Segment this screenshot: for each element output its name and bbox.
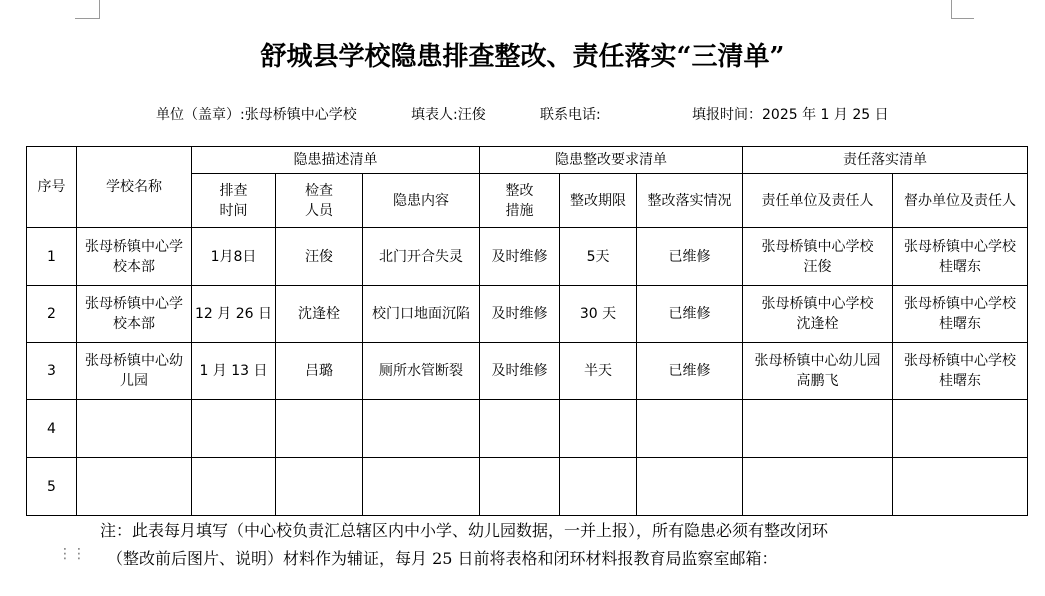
header-group-responsibility: 责任落实清单 [743, 147, 1028, 174]
inspector-cell[interactable]: 吕璐 [276, 343, 363, 400]
phone-label: 联系电话: [540, 107, 601, 123]
responsible-cell[interactable] [743, 458, 893, 516]
status-cell[interactable]: 已维修 [637, 286, 743, 343]
header-responsible: 责任单位及责任人 [743, 174, 893, 228]
school-cell[interactable]: 张母桥镇中心幼 儿园 [77, 343, 192, 400]
hazard-content-cell[interactable]: 北门开合失灵 [363, 228, 480, 286]
supervisor-cell[interactable]: 张母桥镇中心学校 桂曙东 [893, 343, 1028, 400]
table-row [27, 228, 1028, 286]
deadline-cell[interactable]: 半天 [560, 343, 637, 400]
supervisor-cell[interactable] [893, 458, 1028, 516]
table-row [27, 343, 1028, 400]
table-row [27, 400, 1028, 458]
supervisor-cell[interactable]: 张母桥镇中心学校 桂曙东 [893, 286, 1028, 343]
supervisor-cell[interactable] [893, 400, 1028, 458]
measure-cell[interactable]: 及时维修 [480, 228, 560, 286]
status-cell[interactable] [637, 400, 743, 458]
header-inspector: 检查 人员 [276, 174, 363, 228]
school-cell[interactable] [77, 400, 192, 458]
hazard-content-cell[interactable]: 厕所水管断裂 [363, 343, 480, 400]
table-row [27, 458, 1028, 516]
header-group-desc: 隐患描述清单 [192, 147, 480, 174]
status-cell[interactable]: 已维修 [637, 343, 743, 400]
note-line-2: （整改前后图片、说明）材料作为辅证，每月 25 日前将表格和闭环材料报教育局监察室邮箱： [107, 549, 778, 568]
page-corner-mark-left [75, 0, 100, 19]
responsible-cell[interactable]: 张母桥镇中心幼儿园 高鹏飞 [743, 343, 893, 400]
hazard-content-cell[interactable]: 校门口地面沉陷 [363, 286, 480, 343]
measure-cell[interactable]: 及时维修 [480, 343, 560, 400]
seq-cell[interactable]: 2 [27, 286, 77, 343]
header-group-row [27, 147, 1028, 174]
header-deadline: 整改期限 [560, 174, 637, 228]
school-cell[interactable] [77, 458, 192, 516]
seq-cell[interactable]: 1 [27, 228, 77, 286]
responsible-cell[interactable] [743, 400, 893, 458]
document-title: 舒城县学校隐患排查整改、责任落实“三清单” [260, 42, 785, 72]
header-status: 整改落实情况 [637, 174, 743, 228]
hazard-content-cell[interactable] [363, 400, 480, 458]
header-group-rectify: 隐患整改要求清单 [480, 147, 743, 174]
responsible-cell[interactable]: 张母桥镇中心学校 沈逢栓 [743, 286, 893, 343]
inspector-cell[interactable] [276, 400, 363, 458]
measure-cell[interactable] [480, 400, 560, 458]
report-date-label: 填报时间：2025 年 1 月 25 日 [692, 107, 889, 123]
drag-handle-icon[interactable]: ⋮⋮ [58, 546, 86, 562]
responsible-cell[interactable]: 张母桥镇中心学校 汪俊 [743, 228, 893, 286]
inspector-cell[interactable]: 汪俊 [276, 228, 363, 286]
seq-cell[interactable]: 5 [27, 458, 77, 516]
time-cell[interactable]: 1 月 13 日 [192, 343, 276, 400]
note-line-1: 注：此表每月填写（中心校负责汇总辖区内中小学、幼儿园数据，一并上报），所有隐患必须有整改闭环 [100, 521, 829, 540]
measure-cell[interactable]: 及时维修 [480, 286, 560, 343]
hazard-content-cell[interactable] [363, 458, 480, 516]
deadline-cell[interactable]: 5天 [560, 228, 637, 286]
school-cell[interactable]: 张母桥镇中心学 校本部 [77, 286, 192, 343]
header-hazard-content: 隐患内容 [363, 174, 480, 228]
time-cell[interactable] [192, 458, 276, 516]
time-cell[interactable]: 1月8日 [192, 228, 276, 286]
supervisor-cell[interactable]: 张母桥镇中心学校 桂曙东 [893, 228, 1028, 286]
status-cell[interactable] [637, 458, 743, 516]
filler-label: 填表人:汪俊 [411, 107, 486, 123]
measure-cell[interactable] [480, 458, 560, 516]
header-measures: 整改 措施 [480, 174, 560, 228]
deadline-cell[interactable] [560, 400, 637, 458]
inspector-cell[interactable]: 沈逢栓 [276, 286, 363, 343]
header-seq: 序号 [27, 147, 77, 228]
seq-cell[interactable]: 4 [27, 400, 77, 458]
header-school: 学校名称 [77, 147, 192, 228]
header-check-time: 排查 时间 [192, 174, 276, 228]
time-cell[interactable]: 12 月 26 日 [192, 286, 276, 343]
deadline-cell[interactable]: 30 天 [560, 286, 637, 343]
deadline-cell[interactable] [560, 458, 637, 516]
page-corner-mark-right [951, 0, 974, 19]
unit-label: 单位（盖章）:张母桥镇中心学校 [156, 107, 357, 123]
time-cell[interactable] [192, 400, 276, 458]
status-cell[interactable]: 已维修 [637, 228, 743, 286]
seq-cell[interactable]: 3 [27, 343, 77, 400]
hazard-table [26, 146, 1028, 516]
header-supervisor: 督办单位及责任人 [893, 174, 1028, 228]
table-row [27, 286, 1028, 343]
school-cell[interactable]: 张母桥镇中心学 校本部 [77, 228, 192, 286]
inspector-cell[interactable] [276, 458, 363, 516]
